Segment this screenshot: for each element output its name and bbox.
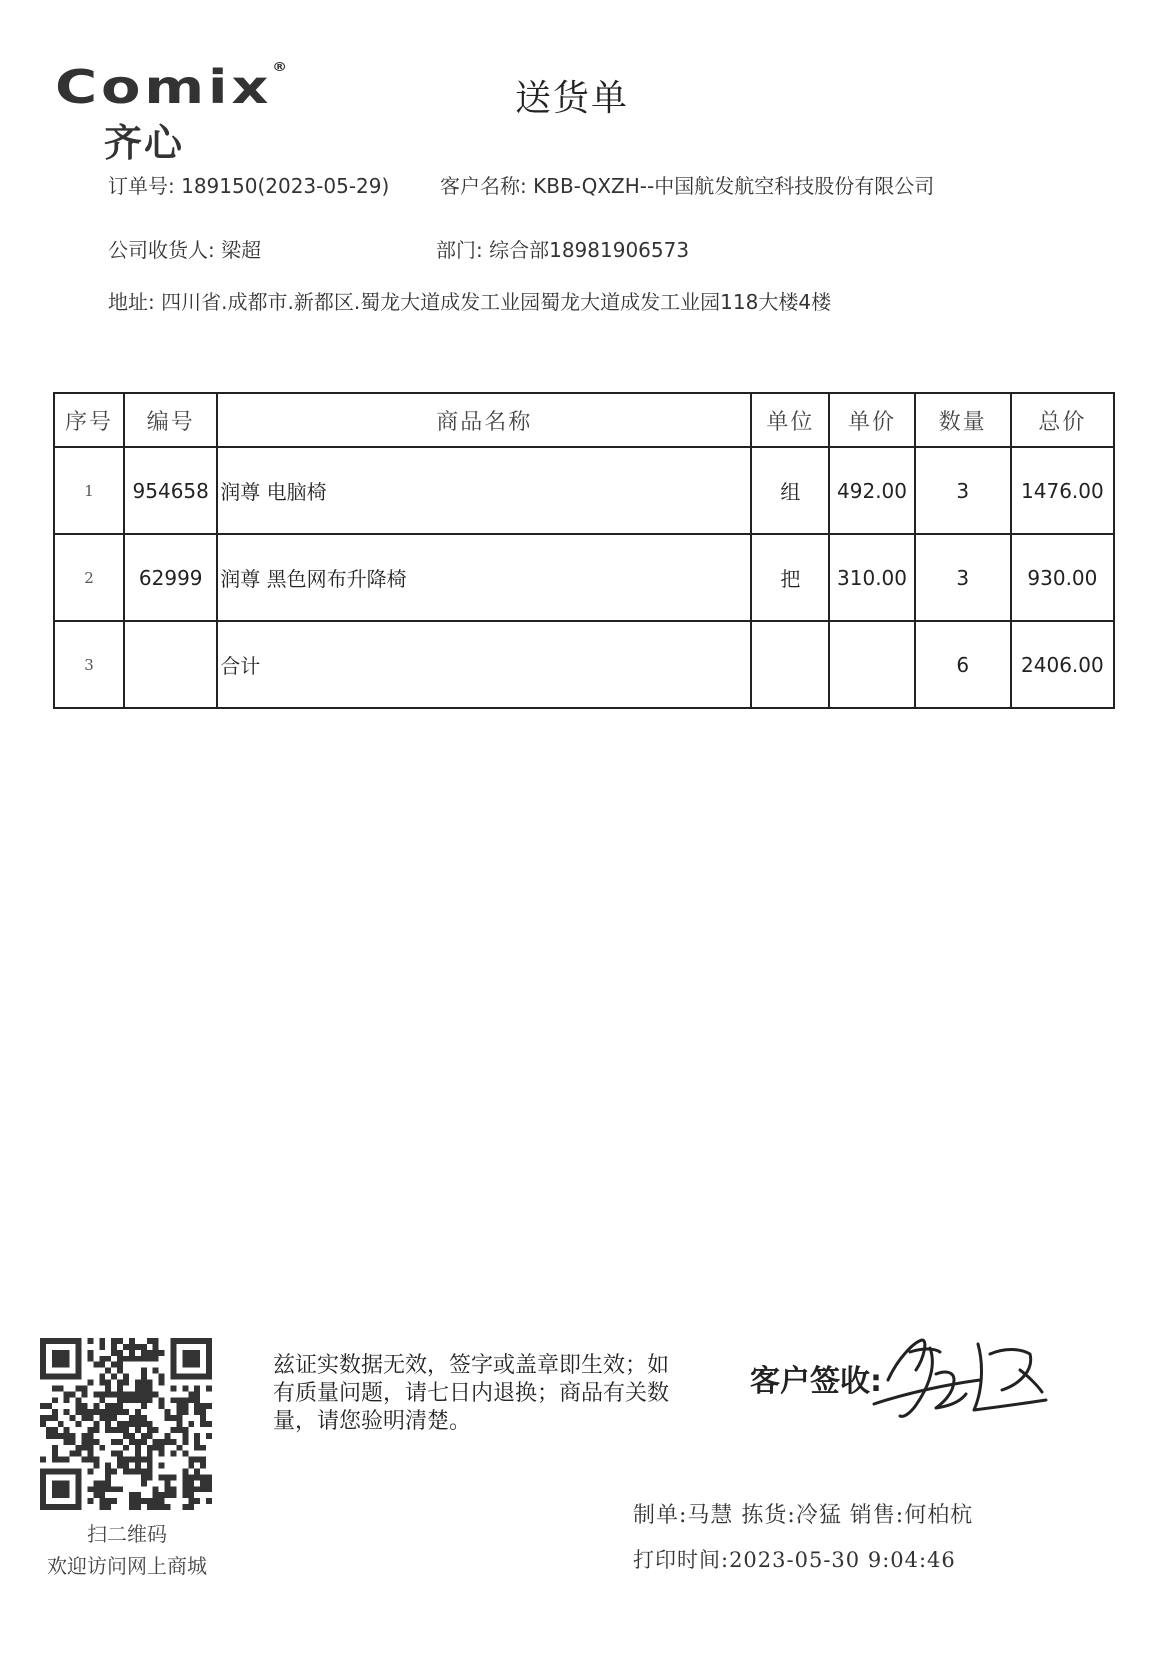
qr-code-icon[interactable] bbox=[40, 1338, 212, 1510]
cell-code: 62999 bbox=[124, 534, 217, 621]
cell-unit-price: 492.00 bbox=[829, 447, 914, 534]
cell-quantity: 3 bbox=[915, 534, 1011, 621]
cell-unit-price bbox=[829, 621, 914, 708]
customer-sign-label: 客户签收: bbox=[750, 1364, 882, 1399]
logo-english: Comix® bbox=[55, 60, 288, 114]
address bbox=[108, 286, 831, 315]
table-header-row bbox=[54, 393, 1114, 447]
cell-code: 954658 bbox=[124, 447, 217, 534]
notice-text: 兹证实数据无效，签字或盖章即生效；如有质量问题，请七日内退换；商品有关数量，请您验明清楚。 bbox=[273, 1353, 670, 1434]
cell-unit-price: 310.00 bbox=[829, 534, 914, 621]
cell-total: 1476.00 bbox=[1011, 447, 1114, 534]
cell-quantity: 3 bbox=[915, 447, 1011, 534]
cell-seq: 1 bbox=[54, 447, 124, 534]
cell-unit: 组 bbox=[751, 447, 829, 534]
cell-product-name: 润尊 黑色网布升降椅 bbox=[217, 534, 751, 621]
items-table bbox=[53, 392, 1115, 709]
header-total: 总价 bbox=[1011, 393, 1114, 447]
cell-total: 930.00 bbox=[1011, 534, 1114, 621]
cell-unit: 把 bbox=[751, 534, 829, 621]
logo-chinese: 齐心 bbox=[104, 121, 185, 165]
receiver-value: 梁超 bbox=[221, 238, 262, 262]
customer-value: KBB-QXZH--中国航发航空科技股份有限公司 bbox=[533, 174, 935, 198]
order-number bbox=[108, 170, 389, 199]
print-time: 打印时间:2023-05-30 9:04:46 bbox=[633, 1548, 956, 1572]
header-unit-price: 单价 bbox=[829, 393, 914, 447]
cell-product-name: 合计 bbox=[217, 621, 751, 708]
staff-info: 制单:马慧 拣货:冷猛 销售:何柏杭 bbox=[633, 1503, 974, 1528]
dept-value: 综合部18981906573 bbox=[489, 238, 690, 262]
cell-product-name: 润尊 电脑椅 bbox=[217, 447, 751, 534]
qr-caption bbox=[22, 1518, 232, 1582]
receiver bbox=[108, 234, 261, 263]
cell-seq: 2 bbox=[54, 534, 124, 621]
handwritten-signature-icon bbox=[870, 1318, 1060, 1438]
address-value: 四川省.成都市.新都区.蜀龙大道成发工业园蜀龙大道成发工业园118大楼4楼 bbox=[161, 290, 832, 314]
header-code: 编号 bbox=[124, 393, 217, 447]
cell-quantity: 6 bbox=[915, 621, 1011, 708]
page-title: 送货单 bbox=[515, 78, 630, 119]
order-label: 订单号: bbox=[108, 174, 175, 198]
receiver-label: 公司收货人: bbox=[108, 238, 215, 262]
customer-label: 客户名称: bbox=[440, 174, 527, 198]
qr-caption-line-2: 欢迎访问网上商城 bbox=[47, 1554, 207, 1578]
dept-label: 部门: bbox=[436, 238, 483, 262]
header-product-name: 商品名称 bbox=[217, 393, 751, 447]
address-label: 地址: bbox=[108, 290, 155, 314]
customer-name bbox=[440, 170, 934, 199]
cell-total: 2406.00 bbox=[1011, 621, 1114, 708]
header-unit: 单位 bbox=[751, 393, 829, 447]
qr-caption-line-1: 扫二维码 bbox=[87, 1522, 167, 1546]
order-value: 189150(2023-05-29) bbox=[181, 174, 390, 198]
cell-unit bbox=[751, 621, 829, 708]
cell-code bbox=[124, 621, 217, 708]
table-row bbox=[54, 447, 1114, 534]
table-row-total bbox=[54, 621, 1114, 708]
cell-seq: 3 bbox=[54, 621, 124, 708]
header-seq: 序号 bbox=[54, 393, 124, 447]
header-quantity: 数量 bbox=[915, 393, 1011, 447]
department bbox=[436, 234, 689, 263]
table-row bbox=[54, 534, 1114, 621]
